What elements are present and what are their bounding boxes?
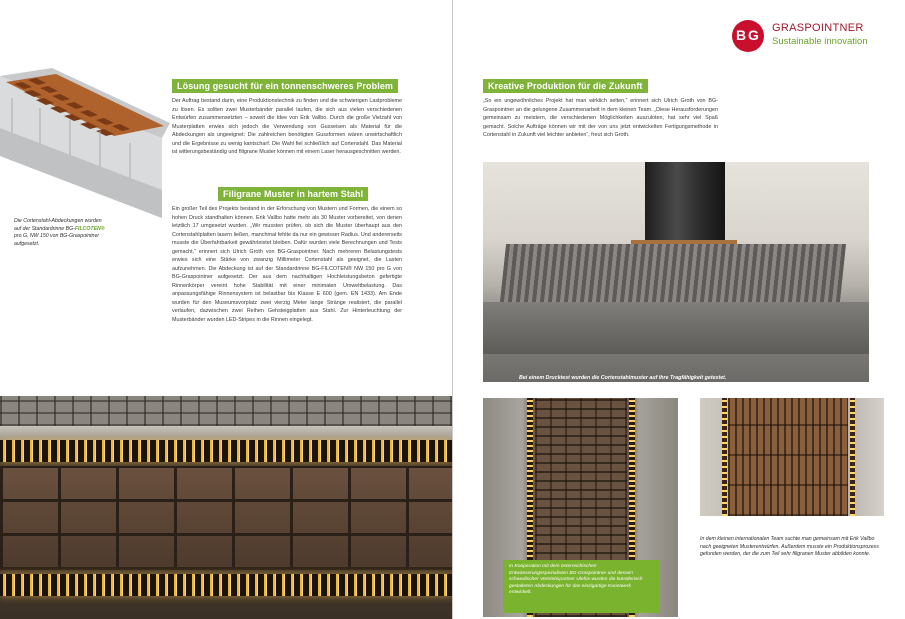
page-spine: [452, 0, 453, 619]
led-pattern-right: [850, 398, 855, 516]
press-caption: Bei einem Drucktest wurden die Cortenstahlmuster auf ihre Tragfähigkeit getestet.: [519, 375, 727, 381]
heading-production: Kreative Produktion für die Zukunft: [483, 79, 648, 93]
team-caption: In dem kleinen internationalen Team suchte man gemeinsam mit Erik Vallbo nach geeigneten Musterentwürfen. Außerdem musste ein Produktionsprozess gefunden werden, der die zum Teil sehr filigranen Muster abbilden konnte.: [700, 536, 879, 557]
paragraph-problem: Der Auftrag bestand darin, eine Produktionstechnik zu finden und die schwierigen Lastprobleme zu lösen. Es sollten zwei Musterbänder parallel laufen, die sich aus vielen verschiedenen Entwürfen zusammensetzten – soweit die Idee von Erik Vallbo. Durch die große Vielzahl von Musterplatten erwies sich jedoch die Verwendung von Gusseisen als Material für die Abdeckungen als ungeeignet: Die zahlreichen benötigten Gussformen wären unwirtschaftlich und die Ergebnisse zu wenig kantscharf. Die Wahl fiel schließlich auf Cortenstahl. Das Material ist witterungsbeständig und filigrane Muster können mit einem Laser herausgeschnitten werden.: [172, 98, 402, 155]
left-page: [0, 0, 452, 619]
press-column: [645, 162, 725, 240]
brand-tagline: Sustainable innovation: [772, 36, 868, 47]
press-test-photo: [483, 162, 869, 382]
bg-logo-icon: B G: [732, 20, 764, 52]
led-pattern-strip: [0, 574, 452, 596]
heading-patterns: Filigrane Muster in hartem Stahl: [218, 187, 368, 201]
press-frame: [483, 302, 869, 354]
channel-drain-image: [0, 68, 170, 218]
led-pattern-strip: [0, 440, 452, 462]
pattern-detail-photo: [700, 398, 884, 516]
company-logo: [732, 20, 892, 52]
curb: [0, 426, 452, 440]
paragraph-patterns: Ein großer Teil des Projekts bestand in der Erforschung von Mustern und Formen, die einem so hohen Druck standhalten können. Erik Vallbo hatte mehr als 30 Muster vorbereitet, von denen letztlich 17 umgesetzt wurden. „Wir mussten prüfen, ob sich die Muster überhaupt aus den Cortenstahlplatten lasern ließen, manchmal fehlte da nur ein gewisser Radius. Und andererseits musste die Überfahrbarkeit gewährleistet bleiben. Dafür wurden viele Berechnungen und Tests gemacht,“ erinnert sich Ulrich Groth von BG-Graspointner. Nach mehreren Belastungstests erwies sich eine Stärke von zwanzig Millimeter Cortenstahl als geeignet, die Lasten aufzunehmen. Die Abdeckung ist auf der Standardrinne BG-FILCOTEN® NW 150 pro G von BG-Graspointner aufgesetzt. Der aus dem nachhaltigen Hochleistungsbeton gefertigte Rinnenkörper vereint hohe Stabilität mit einer minimalen Umweltbelastung. Das anpassungsfähige Rinnensystem ist belastbar bis Klasse E 600 (gem. EN 1433). Am Ende wurden für den Museumsvorplatz zwei vierzig Meter lange Stränge realisiert, die parallel verlaufen, dazwischen zwei Reihen Gehsteigplatten aus Stahl. Zur Hinterleuchtung der Musterbänder wurden LED-Stripes in die Rinnen eingelegt.: [172, 206, 402, 323]
cooperation-caption: In Kooperation mit dem österreichischen Entwässerungsspezialisten BG-Graspointner und dessen schwedischer Vertriebspartner Ulefos wurden die künstlerisch gestalteten Abdeckungen für das einzigartige Kunstwerk entwickelt.: [503, 560, 660, 613]
heading-problem: Lösung gesucht für ein tonnenschweres Problem: [172, 79, 398, 93]
paragraph-production: „So ein ungewöhnliches Projekt hat man wirklich selten,“ erinnert sich Ulrich Groth von BG-Graspointner an die gelungene Zusammenarbeit in dem kleinen Team. „Diese Herausforderungen gemeinsam zu meistern, die verschiedenen Möglichkeiten auszuloten, hat sehr viel Spaß gemacht. Solche Aufträge können wir mit der von uns jetzt entwickelten Fertigungsmethode in Cortenstahl in Zukunft viel leichter anbieten“, freut sich Groth.: [483, 98, 718, 138]
drain-caption: Die Cortenstahl-Abdeckungen wurden auf der Standardrinne BG-FILCOTEN® pro G, NW 150 von BG-Graspointner aufgesetzt.: [14, 218, 105, 247]
corten-plate: [500, 244, 846, 302]
brand-name: GRASPOINTNER: [772, 22, 864, 34]
museum-forecourt-photo: [0, 396, 452, 619]
steel-plates: [728, 398, 848, 516]
steel-walkway-plates: [0, 466, 452, 570]
led-pattern-left: [722, 398, 727, 516]
